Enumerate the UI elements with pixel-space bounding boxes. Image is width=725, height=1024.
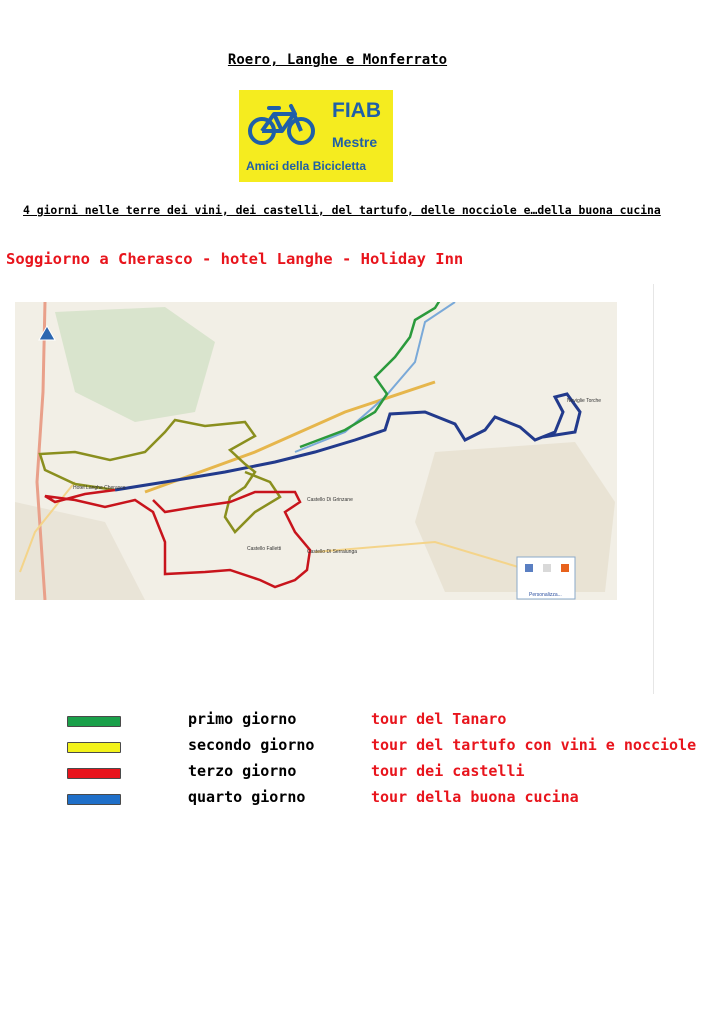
legend-row	[0, 788, 725, 810]
legend-swatch	[67, 742, 121, 753]
map-label-falletti: Castello Falletti	[247, 546, 282, 552]
page-subtitle: 4 giorni nelle terre dei vini, dei castelli, del tartufo, delle nocciole e…della buona cucina	[23, 203, 661, 217]
map-terrain	[415, 442, 615, 592]
map-label-serralunga: Castello Di Serralunga	[307, 549, 358, 555]
legend-row	[0, 710, 725, 732]
legend-swatch	[67, 768, 121, 779]
bicycle-icon	[247, 102, 317, 146]
logo-city: Mestre	[332, 134, 378, 150]
route-day-1	[300, 302, 440, 447]
route-map	[15, 302, 617, 600]
legend-day: quarto giorno	[188, 788, 306, 806]
legend-swatch	[67, 716, 121, 727]
legend-day: terzo giorno	[188, 762, 297, 780]
map-widget-icon	[525, 564, 533, 572]
accommodation-heading: Soggiorno a Cherasco - hotel Langhe - Holiday Inn	[6, 250, 464, 268]
legend-tour: tour dei castelli	[371, 762, 525, 780]
logo-tagline: Amici della Bicicletta	[246, 159, 367, 173]
map-marker-icon	[39, 326, 55, 340]
legend-tour: tour del tartufo con vini e nocciole	[371, 736, 697, 754]
legend-swatch	[67, 794, 121, 805]
legend-day: primo giorno	[188, 710, 297, 728]
legend-day: secondo giorno	[188, 736, 315, 754]
route-day-2	[40, 420, 280, 532]
logo-brand: FIAB	[332, 99, 381, 122]
map-widget-icon	[543, 564, 551, 572]
map-terrain	[15, 502, 145, 600]
map-label-hotel: Hotel Langhe Cherasco	[73, 485, 126, 491]
legend-tour: tour della buona cucina	[371, 788, 579, 806]
legend-row	[0, 762, 725, 784]
legend-tour: tour del Tanaro	[371, 710, 507, 728]
map-widget-icon	[561, 564, 569, 572]
map-label-grinzane: Castello Di Grinzane	[307, 497, 353, 503]
map-label-neviglie: Neviglie Torche	[567, 398, 602, 404]
map-terrain	[55, 307, 215, 422]
map-widget-label[interactable]: Personalizza...	[529, 592, 562, 598]
legend-row	[0, 736, 725, 758]
page-title: Roero, Langhe e Monferrato	[227, 52, 448, 68]
fiab-logo	[239, 90, 393, 182]
